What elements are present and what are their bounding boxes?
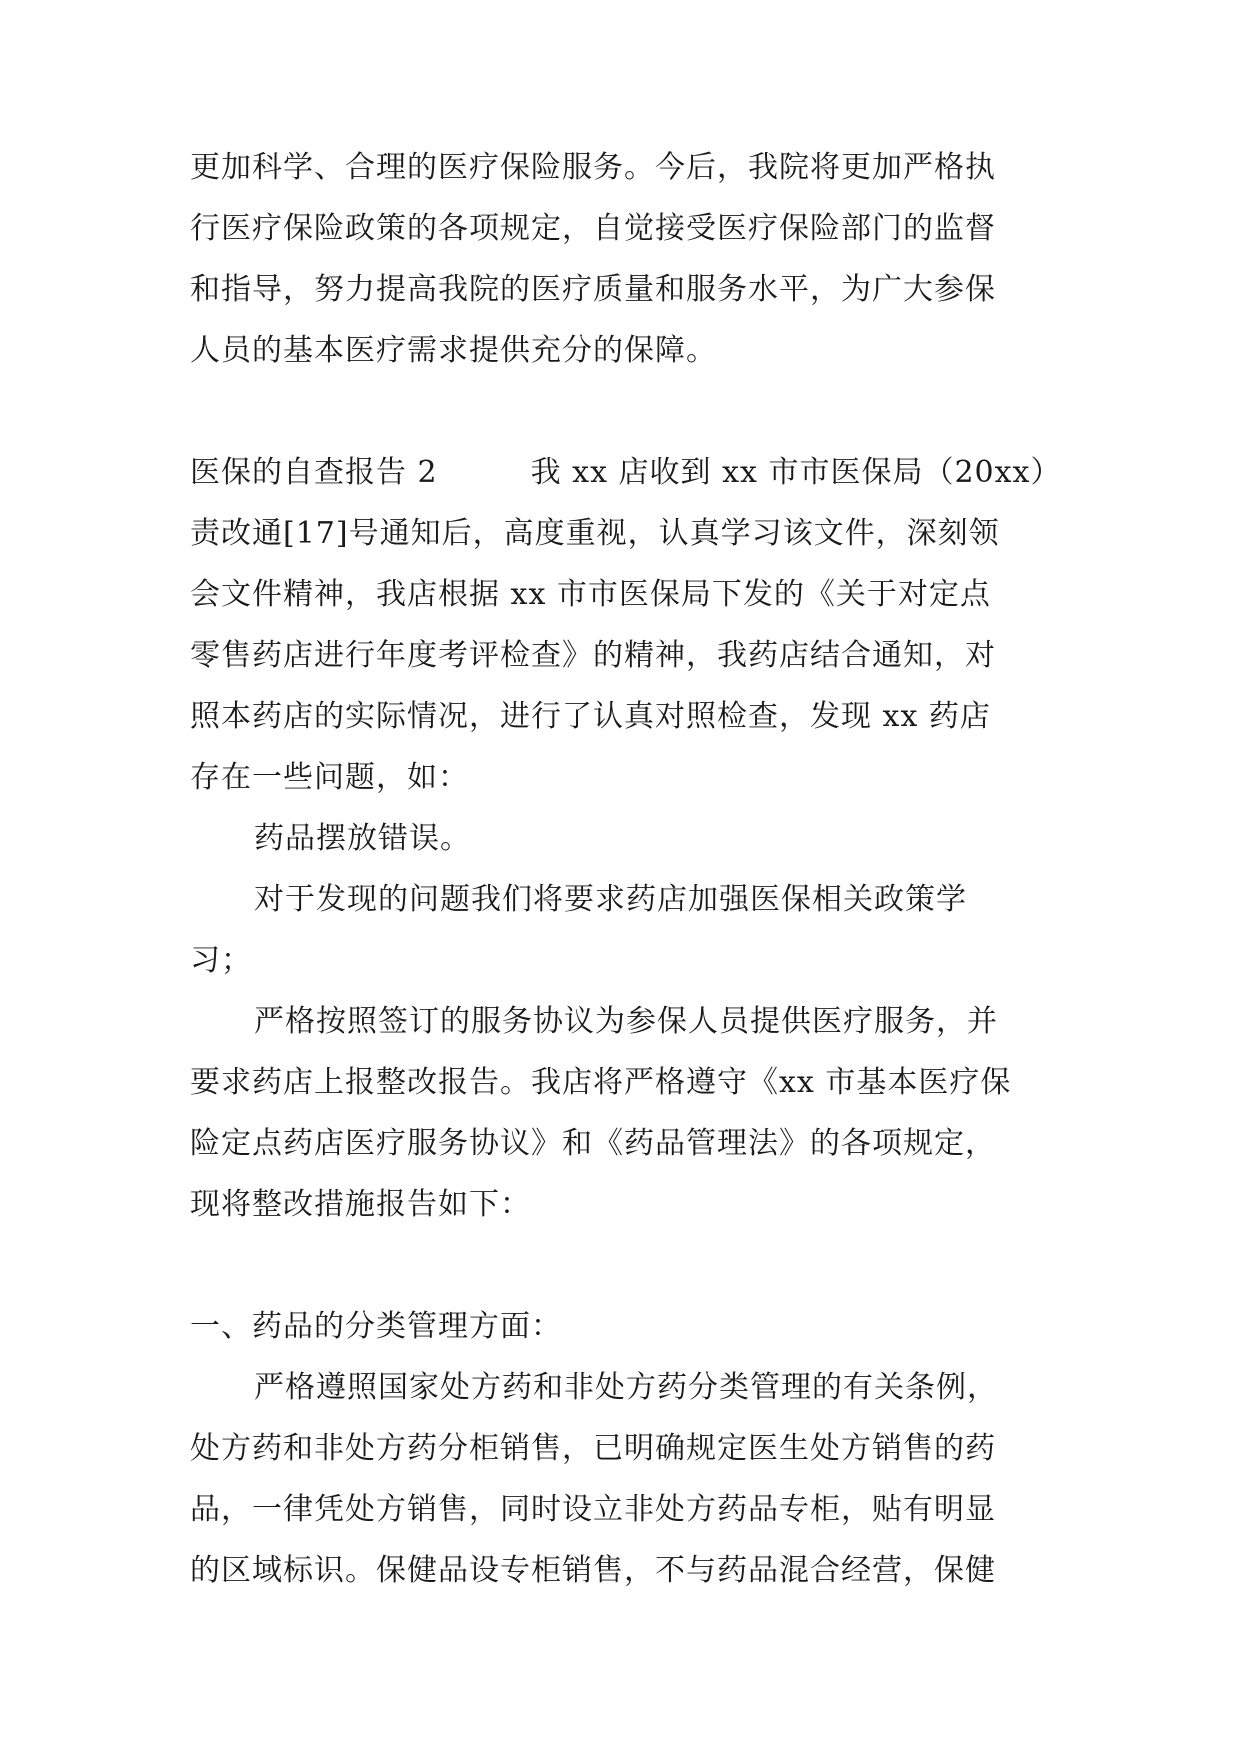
text-line: 习； (190, 943, 252, 978)
text-line: 要求药店上报整改报告。我店将严格遵守《xx 市基本医疗保 (190, 1065, 1012, 1100)
text-line: 照本药店的实际情况，进行了认真对照检查，发现 xx 药店 (190, 699, 991, 734)
section-heading-line: 一、药品的分类管理方面： (190, 1309, 562, 1344)
text-line: 零售药店进行年度考评检查》的精神，我药店结合通知，对 (190, 638, 996, 673)
text-line: 人员的基本医疗需求提供充分的保障。 (190, 333, 717, 368)
text-line: 严格遵照国家处方药和非处方药分类管理的有关条例， (254, 1370, 998, 1405)
text-line: 处方药和非处方药分柜销售，已明确规定医生处方销售的药 (190, 1431, 996, 1466)
section-heading-line: 医保的自查报告 2 我 xx 店收到 xx 市市医保局（20xx） (190, 455, 1062, 490)
text-line: 严格按照签订的服务协议为参保人员提供医疗服务，并 (254, 1004, 998, 1039)
text-line: 药品摆放错误。 (254, 821, 471, 856)
text-line: 会文件精神，我店根据 xx 市市医保局下发的《关于对定点 (190, 577, 991, 612)
text-line: 责改通[17]号通知后，高度重视，认真学习该文件，深刻领 (190, 516, 1000, 551)
text-line: 存在一些问题，如： (190, 760, 469, 795)
text-line: 品，一律凭处方销售，同时设立非处方药品专柜，贴有明显 (190, 1492, 996, 1527)
text-line: 对于发现的问题我们将要求药店加强医保相关政策学 (254, 882, 967, 917)
text-line: 和指导，努力提高我院的医疗质量和服务水平，为广大参保 (190, 272, 996, 307)
text-line: 险定点药店医疗服务协议》和《药品管理法》的各项规定， (190, 1126, 996, 1161)
text-line: 的区域标识。保健品设专柜销售，不与药品混合经营，保健 (190, 1553, 996, 1588)
text-line: 现将整改措施报告如下： (190, 1187, 531, 1222)
text-line: 行医疗保险政策的各项规定，自觉接受医疗保险部门的监督 (190, 211, 996, 246)
text-line: 更加科学、合理的医疗保险服务。今后，我院将更加严格执 (190, 150, 996, 185)
